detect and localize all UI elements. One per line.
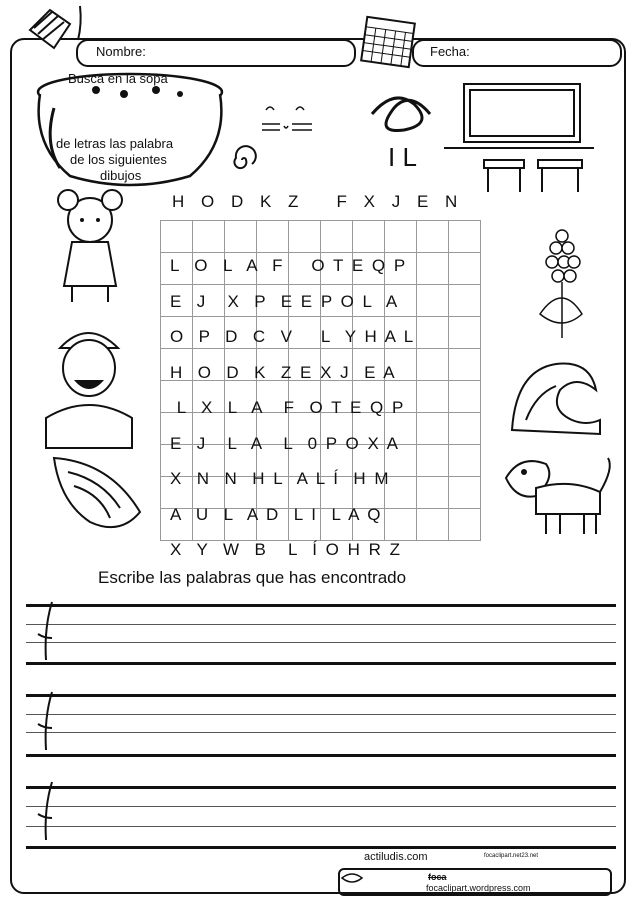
handwriting-mark-2 <box>30 688 60 758</box>
grid-cell <box>417 317 449 349</box>
grid-row: E J L A L 0 P O X A <box>170 433 400 453</box>
name-label: Nombre: <box>96 44 146 59</box>
dog-icon <box>496 448 620 538</box>
grid-cell <box>257 221 289 253</box>
grid-cell <box>417 477 449 509</box>
grid-cell <box>353 221 385 253</box>
grid-cell <box>449 221 481 253</box>
grid-cell <box>449 253 481 285</box>
calendar-icon <box>358 12 418 72</box>
grid-row: X Y W B L Í O H R Z <box>170 540 403 559</box>
footer-brand: foca <box>428 872 447 882</box>
scribble-icon <box>364 84 440 144</box>
grid-cell <box>289 221 321 253</box>
grid-cell <box>417 285 449 317</box>
grid-cell <box>417 509 449 541</box>
grid-cell <box>193 221 225 253</box>
grid-cell <box>449 317 481 349</box>
grid-row: A U L A D L I L A Q <box>170 504 383 524</box>
cat-whiskers-icon <box>256 100 326 150</box>
wing-icon <box>50 452 146 542</box>
fish-icon <box>340 872 366 886</box>
wave-icon <box>506 350 606 440</box>
grid-row: L O L A F O T E Q P <box>170 256 408 275</box>
instructions-line-1: Busca en la sopa <box>68 71 168 86</box>
grid-cell <box>417 381 449 413</box>
top-letters: H O D K Z F X J E N <box>172 192 464 211</box>
grid-row: E J X P E E P O L A <box>170 291 400 311</box>
girl-icon <box>48 186 132 306</box>
paint-can-icon <box>20 4 90 54</box>
instructions-line-2: de letras las palabra <box>56 136 174 151</box>
footer-credit-1: focaclipart.net23.net <box>484 853 539 859</box>
grid-cell <box>449 477 481 509</box>
grid-cell <box>417 253 449 285</box>
date-label: Fecha: <box>430 44 470 59</box>
classroom-icon <box>444 78 594 198</box>
grid-cell <box>449 381 481 413</box>
grid-cell <box>385 221 417 253</box>
grid-cell <box>449 445 481 477</box>
grid-cell <box>417 349 449 381</box>
grid-cell <box>449 349 481 381</box>
handwriting-mark-1 <box>30 598 60 668</box>
grid-cell <box>225 221 257 253</box>
instructions-line-3: de los siguientes <box>70 152 167 167</box>
grid-row: H O D K Z E X J E A <box>170 362 397 382</box>
grid-cell <box>417 221 449 253</box>
grid-cell <box>417 413 449 445</box>
grid-cell <box>321 221 353 253</box>
grid-cell <box>417 445 449 477</box>
footer-site: actiludis.com <box>364 851 428 863</box>
write-prompt: Escribe las palabras que has encontrado <box>98 568 407 587</box>
swirl-icon <box>224 140 264 180</box>
grid-cell <box>449 285 481 317</box>
grid-row: X N N H L A L Í H M <box>170 469 391 488</box>
grid-cell <box>161 221 193 253</box>
picture-label: I L <box>388 142 417 172</box>
grid-row: O P D C V L Y H A L <box>170 327 416 346</box>
grid-cell <box>449 413 481 445</box>
grid-cell <box>449 509 481 541</box>
handwriting-mark-3 <box>30 778 60 848</box>
footer-credit-2: focaclipart.wordpress.com <box>426 883 531 893</box>
grid-row: L X L A F O T E Q P <box>170 398 406 417</box>
instructions-line-4: dibujos <box>100 168 142 183</box>
writing-lines <box>26 604 616 864</box>
flower-icon <box>532 222 596 342</box>
grid-cell <box>385 509 417 541</box>
genie-icon <box>34 318 144 458</box>
